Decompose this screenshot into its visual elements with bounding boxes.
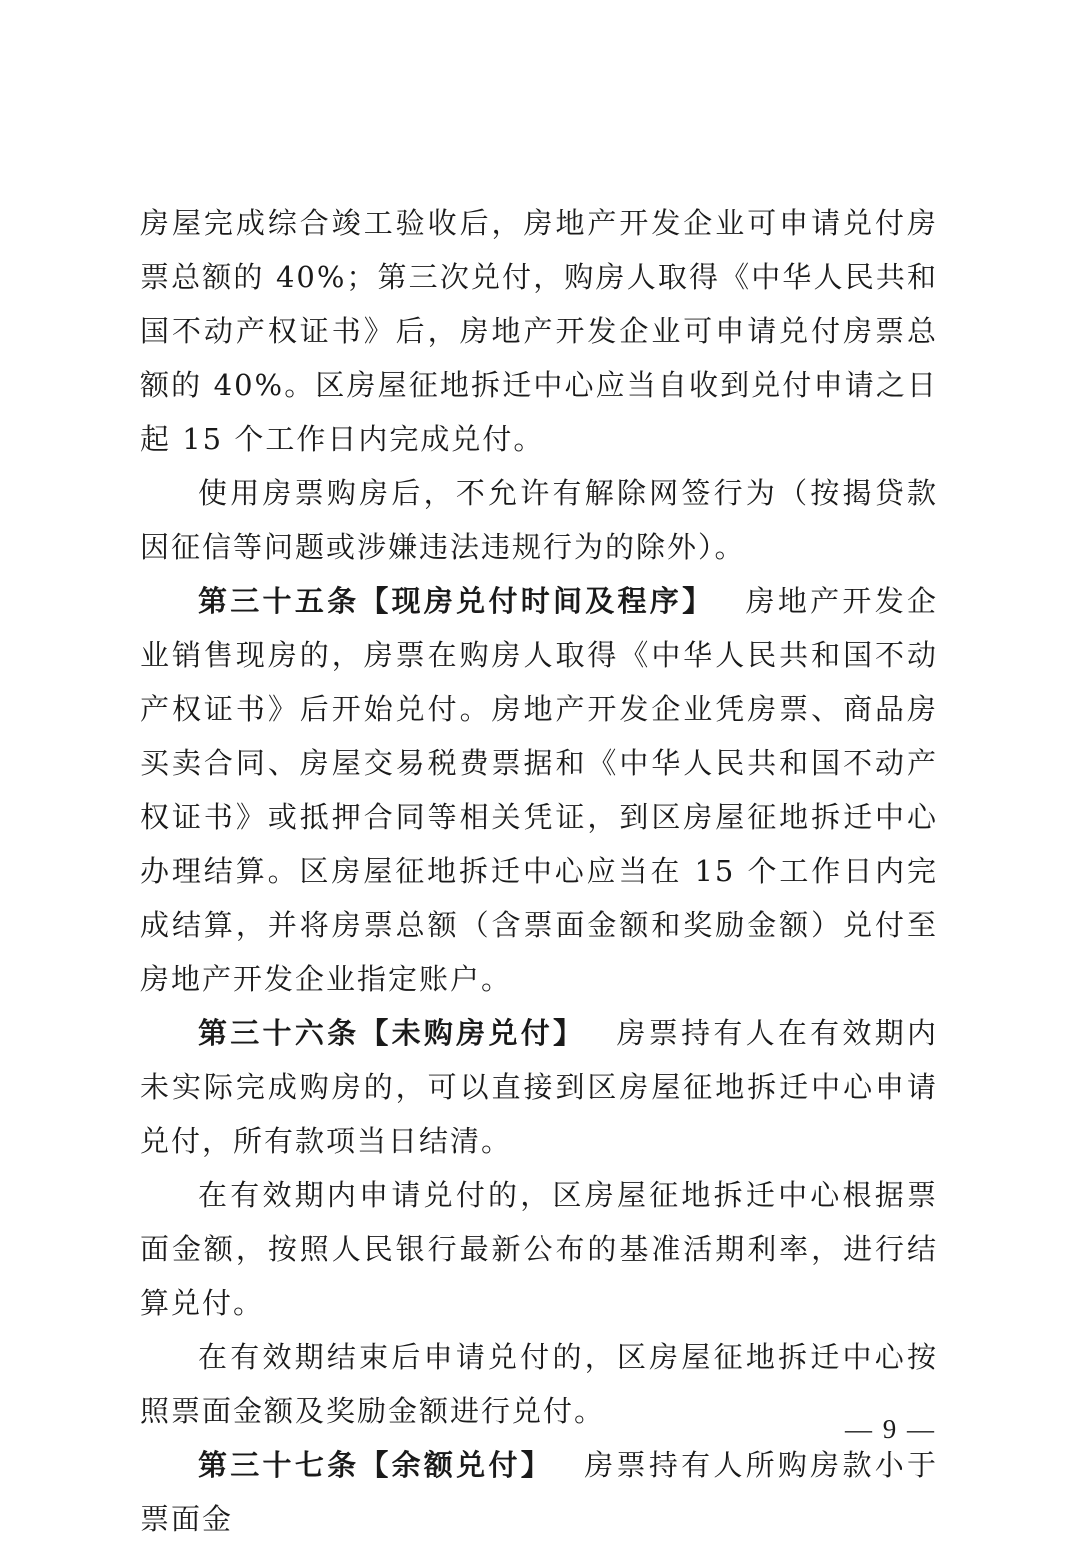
article-36 <box>140 1006 938 1168</box>
paragraph-2 <box>140 466 938 574</box>
paragraph-text: 房屋完成综合竣工验收后，房地产开发企业可申请兑付房票总额的 40%；第三次兑付，购房人取得《中华人民共和国不动产权证书》后，房地产开发企业可申请兑付房票总额的 40%。区房屋征地拆迁中心应当自收到兑付申请之日起 15 个工作日内完成兑付。 <box>140 206 938 456</box>
article-35-text: 房地产开发企业销售现房的，房票在购房人取得《中华人民共和国不动产权证书》后开始兑付。房地产开发企业凭房票、商品房买卖合同、房屋交易税费票据和《中华人民共和国不动产权证书》或抵押合同等相关凭证，到区房屋征地拆迁中心办理结算。区房屋征地拆迁中心应当在 15 个工作日内完成结算，并将房票总额（含票面金额和奖励金额）兑付至房地产开发企业指定账户。 <box>140 584 938 996</box>
article-37-heading: 第三十七条【余额兑付】 <box>198 1448 553 1482</box>
paragraph-text: 在有效期结束后申请兑付的，区房屋征地拆迁中心按照票面金额及奖励金额进行兑付。 <box>140 1340 938 1428</box>
article-36-heading: 第三十六条【未购房兑付】 <box>198 1016 586 1050</box>
page-number: — 9 — <box>845 1414 936 1444</box>
article-37 <box>140 1438 938 1546</box>
article-35 <box>140 574 938 1006</box>
article-37-text: 房票持有人所购房款小于票面金 <box>140 1448 938 1536</box>
document-body <box>140 196 938 1546</box>
paragraph-6 <box>140 1330 938 1438</box>
paragraph-text: 在有效期内申请兑付的，区房屋征地拆迁中心根据票面金额，按照人民银行最新公布的基准活期利率，进行结算兑付。 <box>140 1178 938 1320</box>
paragraph-1 <box>140 196 938 466</box>
paragraph-5 <box>140 1168 938 1330</box>
paragraph-text: 使用房票购房后，不允许有解除网签行为（按揭贷款因征信等问题或涉嫌违法违规行为的除外）。 <box>140 476 938 564</box>
article-35-heading: 第三十五条【现房兑付时间及程序】 <box>198 584 715 618</box>
article-36-text: 房票持有人在有效期内未实际完成购房的，可以直接到区房屋征地拆迁中心申请兑付，所有款项当日结清。 <box>140 1016 938 1158</box>
